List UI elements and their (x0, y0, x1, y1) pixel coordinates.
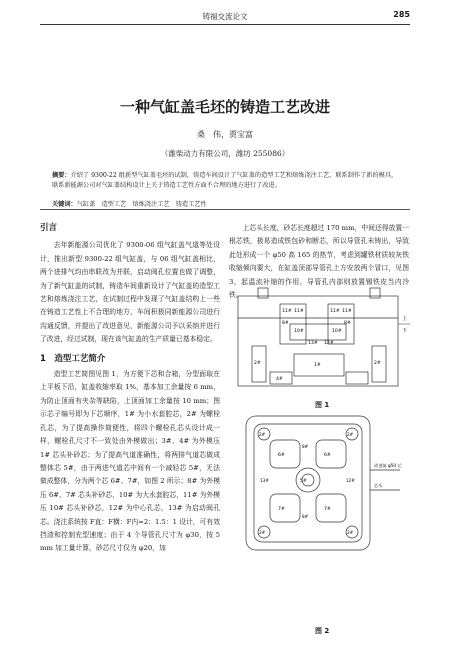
figure-1-core-label: 11# (330, 309, 340, 314)
left-column (40, 222, 220, 556)
figure-1-core-label: 12# (324, 341, 334, 346)
figure-2-core-label: 8# (302, 444, 309, 449)
page-header (40, 10, 410, 25)
figure-2-core-label: 8# (302, 514, 309, 519)
section1-heading: 1 造型工艺简介 (40, 353, 106, 364)
figure-2-core-label: 2# (347, 432, 354, 437)
figure-2-core-label: 6# (324, 453, 331, 458)
figure-1-core-label: 8# (282, 321, 289, 326)
figure-1-core-label: 10# (332, 329, 342, 334)
abstract-label: 摘要： (52, 172, 71, 179)
intro-heading: 引言 (40, 223, 58, 233)
paper-title: 一种气缸盖毛坯的铸造工艺改进 (119, 98, 330, 116)
figure-2-caption: 图 2 (315, 627, 330, 635)
figure-1-bottom-label: 下 (402, 328, 408, 334)
keywords (52, 199, 402, 208)
abstract-text: 介绍了 9300-22 组新型气缸盖毛坯的试制，铸造车间设计了气缸盖的造型工艺和熔炼浇注工艺，联系制作了新的模具，联系新能源公司对气缸盖结构设计上关于铸造工艺性方面不合理的地方进行了改进。 (52, 172, 398, 189)
keywords-text: 气缸盖 造型工艺 熔炼浇注工艺 铸造工艺性 (76, 201, 207, 208)
keywords-label: 关键词： (52, 201, 77, 208)
figure-2-core-label: 2# (259, 530, 266, 535)
figure-1-core-label: 10# (294, 329, 304, 334)
figure-2-annotation: 芯头 (374, 483, 383, 488)
page-number: 285 (393, 10, 410, 19)
intro-paragraph: 去年新能源公司优化了 9300-06 组气缸盖气道等处设计，推出新型 9300-22 组气缸盖，与 06 组气缸盖相比，两个进排气均由串联改为并联，启动阀孔位置也做了调整，为了新气缸盖的试制，铸造车间重新设计了气缸盖的造型工艺和熔炼浇注工艺，在试制过程中发现了气缸盖结构上一些在铸造工艺性上不合理的地方，车间积极同新能源公司进行沟通反馈，并提出了改进意见，新能源公司予以采纳并进行了改进，经过试制，现在该气缸盖的生产质量已基本稳定。 (40, 241, 220, 344)
abstract (52, 171, 402, 190)
journal-section-label: 铸福交流论文 (202, 12, 248, 21)
figure-1-core-label: 11# (294, 309, 304, 314)
figure-2-annotation: 改进前 φ50 芯 (374, 463, 402, 468)
section1-paragraph: 造型工艺简图见图 1，为方便下芯和合箱，分型面取在上平板下沿，缸盖收缩率取 1%，基本加工余量按 6 mm，为防止顶面有夹杂等缺陷，上顶面加工余量按 10 mm；图示芯子编号即为下芯顺序，1# 为小水套腔芯，2# 为螺栓孔芯，为了提高操作简便性，将四个螺栓孔芯头设计成一样，螺栓孔尺寸不一致处由外模做出；3#、4# 为外模压 1# 芯头补砂芯；为了提高气道准确性，将两排气道芯做成整体芯 5#，由于两进气道芯中间有一个减轻芯 5#，无法做成整体，分为两个芯 6#、7#，如图 2 所示；8# 为外模压 6#、7# 芯头补砂芯，10# 为大水套腔芯，11# 为外模压 10# 芯头补砂芯，12# 为中心孔芯，13# 为启动阀孔芯。浇注系统按 F直：F横：F内=2：1.5：1 设计，可有效挡渣和控制充型速度；由于 4 个导管孔尺寸为 φ30，按 5 mm 加工量计算，砂芯尺寸仅为 φ20，加 (40, 370, 220, 553)
figure-1-core-label: 4# (276, 377, 283, 382)
figure-1-core-label: 11# (282, 309, 292, 314)
figure-1-core-label: 2# (374, 361, 381, 366)
figure-2-core-label: 5# (300, 479, 307, 484)
figure-1-core-label: 1# (314, 363, 321, 368)
authors: 桑 伟，贾宝富 (197, 130, 253, 139)
figure-2-core-label: 7# (278, 507, 285, 512)
figure-1-caption: 图 1 (315, 401, 330, 409)
figure-1-core-label: 8# (344, 321, 351, 326)
figure-1-core-label: 2# (254, 361, 261, 366)
figure-2-core-label: 6# (278, 453, 285, 458)
figure-2-core-label: 2# (347, 530, 354, 535)
right-paragraph: 上芯头长度，砂芯长度超过 170 mm，中间还得放置一根芯铁，极易造成铁包砂和断芯，所以导管孔未铸出，导致此处形成一个 φ50 高 165 的热节，考虑到罐铁材质较灰铁收缩倾向要大，在缸盖顶部导管孔上方安放两个冒口，见图 3，起温流补缩的作用，导管孔内部则放置锡铁皮当内冷铁。 (229, 224, 409, 300)
figure-2-core-label: 7# (324, 507, 331, 512)
figure-2-core-label: 2# (259, 432, 266, 437)
affiliation: （潍柴动力有限公司，潍坊 255086） (160, 149, 290, 158)
figure-2-core-label: 12# (346, 478, 355, 483)
figure-1-diagram (232, 284, 412, 396)
figure-1-top-label: 上 (402, 316, 408, 322)
figure-2-diagram (240, 410, 415, 655)
divider (40, 209, 410, 210)
figure-1-core-label: 11# (342, 309, 352, 314)
figure-1-core-label: 13# (308, 341, 318, 346)
figure-2-core-label: 13# (260, 478, 269, 483)
